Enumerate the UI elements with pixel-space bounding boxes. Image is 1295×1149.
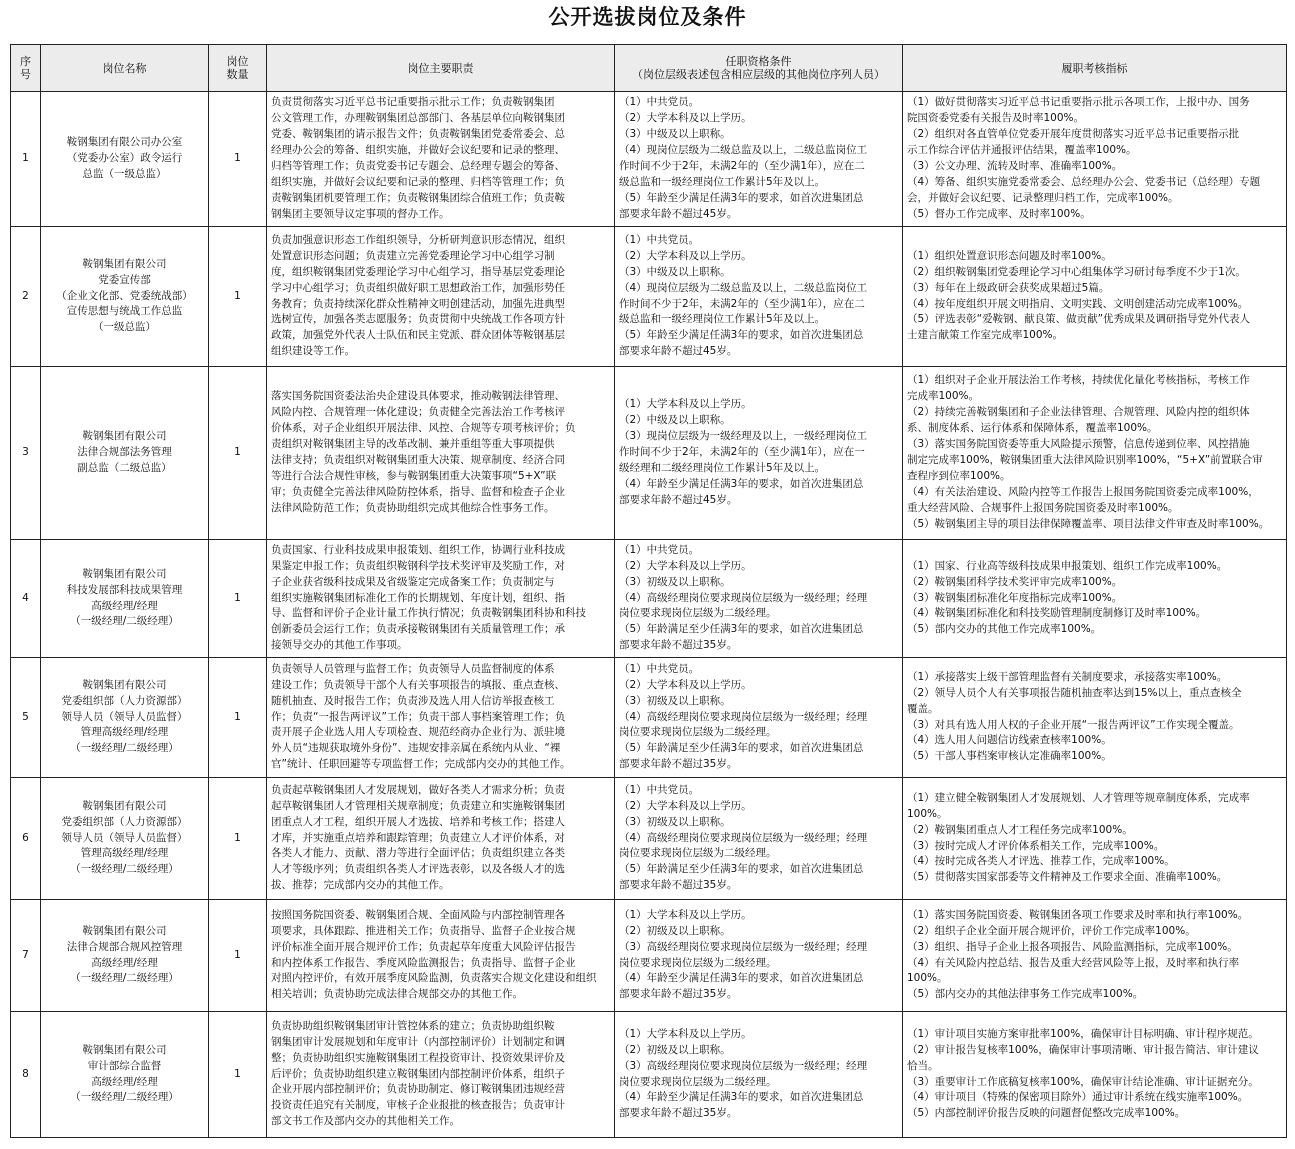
duty-line: 风险内控、合规管理一体化建设；负责健全完善法治工作考核评 — [271, 406, 565, 419]
header-count-line: 岗位 — [226, 55, 249, 68]
position-name-line: 审计部综合监督 — [87, 1059, 162, 1072]
duty-line: 整；负责协助组织实施鞍钢集团工程投资审计、投资效果评价及 — [271, 1051, 565, 1064]
position-name-line: 党委组织部（人力资源部） — [61, 694, 188, 707]
duty-line: 务教育；负责持续深化群众性精神文明创建活动，加强先进典型 — [271, 297, 565, 310]
header-qualifications — [615, 45, 903, 92]
duty-line: 价体系，对子企业组织开展法律、风控、合规等专项考核评价；负 — [271, 422, 576, 435]
kpi-line: （5）鞍钢集团主导的项目法律保障覆盖率、项目法律文件审查及时率100%。 — [907, 517, 1270, 530]
duty-line: 创新委员会运行工作；负责承接鞍钢集团有关质量管理工作；承 — [271, 623, 565, 636]
duty-line: 随机抽查、及时报告工作；负责涉及选人用人信访举报查核工 — [271, 694, 555, 707]
position-name-line: 鞍钢集团有限公司办公室 — [66, 136, 183, 149]
kpi-line: （3）公文办理、流转及时率、准确率100%。 — [907, 160, 1123, 172]
duty-line: 才库，并实施重点培养和跟踪管理；负责建立人才评价体系，对 — [271, 831, 565, 844]
positions-table — [10, 44, 1287, 1138]
position-name-line: 鞍钢集团有限公司 — [82, 924, 167, 937]
position-name-line: 管理高级经理/经理 — [80, 847, 169, 860]
cell-kpi — [903, 900, 1287, 1012]
duty-line: 按照国务院国资委、鞍钢集团合规、全面风险与内部控制管理各 — [271, 908, 565, 921]
cell-kpi — [903, 1012, 1287, 1138]
cell-position-name — [41, 900, 209, 1012]
duty-line: 评价标准全面开展合规评价工作；负责起草年度重大风险评估报告 — [271, 940, 576, 953]
qualification-line: 作时间不少于2年，未满2年的（至少满1年），应在一 — [619, 446, 865, 459]
cell-duties — [267, 227, 615, 367]
duty-line: 责鞍钢集团机要管理工作；负责鞍钢集团综合值班工作；负责鞍 — [271, 191, 565, 204]
position-name-line: 管理高级经理/经理 — [80, 726, 169, 739]
qualification-line: （1）大学本科及以上学历。 — [619, 1027, 752, 1040]
duty-line: 外人员“违规获取境外身份”、违规安排亲属在系统内从业、“裸 — [271, 742, 561, 755]
duty-line: 起草鞍钢集团人才管理相关规章制度；负责建立和实施鞍钢集团 — [271, 799, 565, 812]
duty-line: 企业开展内部控制评价；负责协助制定、修订鞍钢集团违规经营 — [271, 1083, 565, 1096]
table-row — [11, 367, 1287, 540]
cell-seq: 4 — [11, 540, 41, 658]
qualification-line: （1）中共党员。 — [619, 233, 700, 246]
cell-count: 1 — [209, 92, 267, 227]
qualification-line: （4）现岗位层级为二级总监及以上，二级总监岗位工 — [619, 281, 868, 294]
duty-line: 组织实施鞍钢集团标准化工作的长期规划、年度计划，组织、指 — [271, 591, 565, 604]
cell-kpi — [903, 92, 1287, 227]
duty-line: 负责起草鞍钢集团人才发展规划，做好各类人才需求分析；负责 — [271, 783, 565, 796]
duty-line: 果鉴定申报工作；负责组织鞍钢科学技术奖评审及奖励工作，对 — [271, 559, 565, 572]
kpi-line: （5）内部控制评价报告反映的问题督促整改完成率100%。 — [907, 1107, 1186, 1120]
cell-position-name — [41, 227, 209, 367]
kpi-line: （3）落实国务院国资委等重大风险提示预警，信息传递到位率、风控措施 — [907, 438, 1250, 451]
duty-line: 作；负责“一报告两评议”工作；负责干部人事档案管理工作；负 — [271, 710, 566, 723]
duty-line: 经理办公会的筹备、组织实施，并做好会议纪要和记录的整理、 — [271, 144, 565, 157]
position-name-line: 高级经理/经理 — [91, 956, 158, 969]
position-name-line: 科技发展部科技成果管理 — [66, 583, 183, 596]
duty-line: 责开展子企业选人用人专项检查、规范经商办企业行为、派驻境 — [271, 726, 565, 739]
header-qual-line: 任职资格条件 — [725, 55, 792, 68]
qualification-line: 级总监和一级经理岗位工作累计5年及以上。 — [619, 313, 826, 326]
qualification-line: （2）大学本科及以上学历。 — [619, 559, 752, 572]
qualification-line: （5）年龄满足至少任满3年的要求，如首次进集团总 — [619, 623, 864, 636]
kpi-line: 100%。 — [907, 972, 948, 985]
qualification-line: 岗位要求现岗位层级为二级经理。 — [619, 1075, 777, 1088]
header-seq — [11, 45, 41, 92]
kpi-line: 覆盖。 — [907, 702, 939, 715]
duty-line: 后评价；负责协助组织建立鞍钢集团内部控制评价体系，组织子 — [271, 1067, 565, 1080]
kpi-line: 恰当。 — [907, 1059, 939, 1072]
cell-count: 1 — [209, 367, 267, 540]
qualification-line: （3）现岗位层级为一级经理及以上，一级经理岗位工 — [619, 430, 868, 443]
duty-line: 团重点人才工程，组织开展人才选拔、培养和考核工作；搭建人 — [271, 815, 565, 828]
qualification-line: （2）大学本科及以上学历。 — [619, 249, 752, 262]
qualification-line: （4）现岗位层级为二级总监及以上，二级总监岗位工 — [619, 144, 868, 157]
position-name-line: 法律合规部合规风控管理 — [66, 940, 183, 953]
cell-position-name — [41, 778, 209, 900]
qualification-line: （3）初级及以上职称。 — [619, 815, 731, 828]
qualification-line: （2）初级及以上职称。 — [619, 1043, 731, 1056]
cell-qualifications — [615, 658, 903, 778]
duty-line: 和内控体系工作报告、季度风险监测报告；负责指导、监督子企业 — [271, 956, 576, 969]
cell-count: 1 — [209, 900, 267, 1012]
position-name-line: 副总监（二级总监） — [77, 461, 172, 474]
kpi-line: （4）选人用人问题信访线索查核率100%。 — [907, 734, 1112, 747]
qualification-line: （3）中级及以上职称。 — [619, 265, 731, 278]
qualification-line: 作时间不少于2年，未满2年的（至少满1年），应在二 — [619, 297, 865, 310]
duty-line: 子企业获省级科技成果及省级鉴定完成备案工作；负责制定与 — [271, 575, 555, 588]
cell-seq: 1 — [11, 92, 41, 227]
qualification-line: 部要求年龄不超过45岁。 — [619, 345, 738, 358]
duty-line: 等进行合法合规性审核，参与鞍钢集团重大决策事项“5+X”联 — [271, 469, 557, 482]
cell-count: 1 — [209, 658, 267, 778]
qualification-line: （5）年龄至少满足任满3年的要求，如首次进集团总 — [619, 329, 864, 342]
duty-line: 责组织对鞍钢集团主导的改革改制、兼并重组等重大事项提供 — [271, 438, 555, 451]
table-body — [11, 92, 1287, 1138]
duty-line: 负责国家、行业科技成果申报策划、组织工作，协调行业科技成 — [271, 543, 565, 556]
duty-line: 选树宣传，加强各类志愿服务；负责贯彻中央统战工作各项方针 — [271, 313, 565, 326]
duty-line: 党委、鞍钢集团的请示报告文件；负责鞍钢集团党委常委会、总 — [271, 128, 565, 141]
header-seq-line: 号 — [20, 68, 31, 81]
position-name-line: （一级经理/二级经理） — [70, 1091, 179, 1104]
qualification-line: （3）高级经理岗位要求现岗位层级为一级经理；经理 — [619, 940, 868, 953]
qualification-line: 岗位要求现岗位层级为二级经理。 — [619, 847, 777, 860]
cell-qualifications — [615, 900, 903, 1012]
kpi-line: （1）组织处置意识形态问题及时率100%。 — [907, 249, 1112, 262]
kpi-line: （4）鞍钢集团标准化和科技奖励管理制度制修订及时率100%。 — [907, 607, 1207, 620]
kpi-line: 完成率100%。 — [907, 390, 980, 403]
cell-kpi — [903, 658, 1287, 778]
qualification-line: 部要求年龄不超过45岁。 — [619, 207, 738, 220]
duty-line: 官”统计、任职回避等专项监督工作；完成部内交办的其他工作。 — [271, 758, 571, 771]
kpi-line: 院国资委党委有关报告及时率100%。 — [907, 112, 1085, 125]
qualification-line: （2）大学本科及以上学历。 — [619, 799, 752, 812]
cell-qualifications — [615, 778, 903, 900]
kpi-line: （5）干部人事档案审核认定准确率100%。 — [907, 750, 1112, 763]
kpi-line: 士建言献策工作室完成率100%。 — [907, 329, 1064, 342]
position-name-line: 鞍钢集团有限公司 — [82, 567, 167, 580]
duty-line: 人才等级序列；负责组织各类人才评选表彰，以及各级人才的选 — [271, 863, 565, 876]
duty-line: 相关培训；负责协助完成法律合规部交办的其他工作。 — [271, 988, 523, 1001]
kpi-line: （2）组织鞍钢集团党委理论学习中心组集体学习研讨每季度不少于1次。 — [907, 265, 1246, 278]
kpi-line: （4）有关风险内控总结、报告及重大经营风险等上报，及时率和执行率 — [907, 956, 1240, 969]
kpi-line: （4）有关法治建设、风险内控等工作报告上报国务院国资委完成率100%， — [907, 485, 1259, 498]
duty-line: 学习中心组学习；负责组织做好职工思想政治工作，加强形势任 — [271, 281, 565, 294]
kpi-line: （2）持续完善鞍钢集团和子企业法律管理、合规管理、风险内控的组织体 — [907, 406, 1250, 419]
kpi-line: （1）国家、行业高等级科技成果申报策划、组织工作完成率100%。 — [907, 559, 1228, 572]
qualification-line: 部要求年龄不超过35岁。 — [619, 639, 738, 652]
kpi-line: 会，并做好会议纪要、记录整理归档工作，完成率100%。 — [907, 191, 1179, 204]
qualification-line: （5）年龄至少满足任满3年的要求，如首次进集团总 — [619, 191, 864, 204]
position-name-line: 党委组织部（人力资源部） — [61, 815, 188, 828]
table-row — [11, 540, 1287, 658]
kpi-line: （2）领导人员个人有关事项报告随机抽查率达到15%以上，重点查核全 — [907, 686, 1242, 699]
duty-line: 处置意识形态问题；负责建立完善党委理论学习中心组学习制 — [271, 249, 555, 262]
qualification-line: 部要求年龄不超过45岁。 — [619, 493, 738, 506]
cell-kpi — [903, 540, 1287, 658]
cell-qualifications — [615, 540, 903, 658]
kpi-line: （5）贯彻落实国家部委等文件精神及工作要求全面、准确率100%。 — [907, 871, 1228, 884]
kpi-line: （2）审计报告复核率100%，确保审计事项清晰、审计报告简洁、审计建议 — [907, 1043, 1259, 1056]
position-name-line: 高级经理/经理 — [91, 1075, 158, 1088]
position-name-line: 鞍钢集团有限公司 — [82, 799, 167, 812]
cell-seq: 6 — [11, 778, 41, 900]
duty-line: 政策，加强党外代表人士队伍和民主党派、群众团体等鞍钢基层 — [271, 329, 565, 342]
cell-qualifications — [615, 1012, 903, 1138]
cell-seq: 2 — [11, 227, 41, 367]
kpi-line: （5）督办工作完成率、及时率100%。 — [907, 207, 1091, 220]
qualification-line: （5）年龄满足至少任满3年的要求，如首次进集团总 — [619, 742, 864, 755]
position-name-line: 法律合规部法务管理 — [77, 446, 172, 459]
qualification-line: （3）初级及以上职称。 — [619, 694, 731, 707]
qualification-line: 作时间不少于2年，未满2年的（至少满1年），应在二 — [619, 160, 865, 172]
cell-qualifications — [615, 367, 903, 540]
table-row — [11, 1012, 1287, 1138]
position-name-line: （企业文化部、党委统战部） — [56, 289, 193, 302]
cell-count: 1 — [209, 1012, 267, 1138]
cell-position-name — [41, 540, 209, 658]
cell-duties — [267, 778, 615, 900]
kpi-line: （1）建立健全鞍钢集团人才发展规划、人才管理等规章制度体系，完成率 — [907, 791, 1250, 804]
qualification-line: （4）年龄至少满足任满3年的要求，如首次进集团总 — [619, 477, 864, 490]
qualification-line: 岗位要求现岗位层级为二级经理。 — [619, 956, 777, 969]
qualification-line: 部要求年龄不超过35岁。 — [619, 879, 738, 892]
duty-line: 法律风险防范工作；负责协助组织完成其他综合性事务工作。 — [271, 501, 555, 514]
kpi-line: （3）组织、指导子企业上报各项报告、风险监测指标，完成率100%。 — [907, 940, 1238, 953]
qualification-line: （1）大学本科及以上学历。 — [619, 908, 752, 921]
kpi-line: （5）评选表彰“爱鞍钢、献良策、做贡献”优秀成果及调研指导党外代表人 — [907, 313, 1251, 326]
header-seq-line: 序 — [20, 55, 31, 68]
cell-qualifications — [615, 92, 903, 227]
duty-line: 组织实施，并做好会议纪要和记录的整理、归档等管理工作；负 — [271, 175, 565, 188]
cell-duties — [267, 540, 615, 658]
position-name-line: 党委宣传部 — [98, 273, 151, 286]
cell-kpi — [903, 367, 1287, 540]
position-name-line: （一级经理/二级经理） — [70, 742, 179, 755]
cell-position-name — [41, 92, 209, 227]
duty-line: 钢集团审计发展规划和年度审计（内部控制评价）计划制定和调 — [271, 1035, 565, 1048]
duty-line: 法律支持；负责组织对鞍钢集团重大决策、规章制度、经济合同 — [271, 454, 565, 466]
qualification-line: （1）中共党员。 — [619, 543, 700, 556]
table-row — [11, 92, 1287, 227]
qualification-line: （2）大学本科及以上学历。 — [619, 678, 752, 691]
qualification-line: 岗位要求现岗位层级为二级经理。 — [619, 726, 777, 739]
cell-count: 1 — [209, 540, 267, 658]
duty-line: 各类人才能力、贡献、潜力等进行全面评估；负责组织建立各类 — [271, 847, 565, 860]
kpi-line: 示工作综合评估并通报评估结果，覆盖率100%。 — [907, 144, 1137, 157]
cell-seq: 5 — [11, 658, 41, 778]
qualification-line: （3）中级及以上职称。 — [619, 128, 731, 141]
kpi-line: （3）重要审计工作底稿复核率100%，确保审计结论准确、审计证据充分。 — [907, 1075, 1259, 1088]
cell-position-name — [41, 1012, 209, 1138]
kpi-line: （2）鞍钢集团重点人才工程任务完成率100%。 — [907, 823, 1133, 836]
duty-line: 度，组织鞍钢集团党委理论学习中心组学习，指导基层党委理论 — [271, 265, 565, 278]
kpi-line: 查程序到位率100%。 — [907, 469, 1011, 482]
header-duties: 岗位主要职责 — [267, 45, 615, 92]
kpi-line: （1）承接落实上级干部管理监督有关制度要求，承接落实率100%。 — [907, 670, 1228, 683]
kpi-line: 制定完成率100%，鞍钢集团重大法律风险识别率100%，“5+X”前置联合审 — [907, 454, 1263, 466]
page-title: 公开选拔岗位及条件 — [548, 4, 747, 29]
kpi-line: （2）鞍钢集团科学技术奖评审完成率100%。 — [907, 575, 1123, 588]
duty-line: 钢集团主要领导议定事项的督办工作。 — [271, 207, 450, 220]
kpi-line: （5）部内交办的其他工作完成率100%。 — [907, 623, 1102, 636]
position-name-line: 鞍钢集团有限公司 — [82, 1043, 167, 1056]
kpi-line: 100%。 — [907, 807, 948, 820]
kpi-line: （1）组织对子企业开展法治工作考核，持续优化量化考核指标，考核工作 — [907, 374, 1250, 387]
position-name-line: （党委办公室）政令运行 — [66, 152, 183, 165]
cell-position-name — [41, 658, 209, 778]
kpi-line: （2）组织子企业全面开展合规评价，评价工作完成率100%。 — [907, 924, 1196, 937]
duty-line: 拔、推荐；完成部内交办的其他工作。 — [271, 879, 450, 892]
cell-duties — [267, 92, 615, 227]
position-name-line: 鞍钢集团有限公司 — [82, 430, 167, 443]
qualification-line: （4）年龄至少满足任满3年的要求，如首次进集团总 — [619, 972, 864, 985]
cell-kpi — [903, 227, 1287, 367]
header-row — [11, 45, 1287, 92]
cell-seq: 7 — [11, 900, 41, 1012]
kpi-line: （3）每年在上级政研会获奖成果超过5篇。 — [907, 281, 1110, 294]
kpi-line: （2）组织对各直管单位党委开展年度贯彻落实习近平总书记重要指示批 — [907, 128, 1240, 141]
cell-duties — [267, 1012, 615, 1138]
qualification-line: （5）年龄满足至少任满3年的要求，如首次进集团总 — [619, 863, 864, 876]
position-name-line: （一级经理/二级经理） — [70, 615, 179, 628]
kpi-line: （4）按时完成各类人才评选、推荐工作，完成率100%。 — [907, 855, 1175, 868]
cell-duties — [267, 658, 615, 778]
kpi-line: 系、制度体系、运行体系和保障体系，覆盖率100%。 — [907, 422, 1158, 435]
qualification-line: （4）年龄至少满足任满3年的要求，如首次进集团总 — [619, 1091, 864, 1104]
qualification-line: 部要求年龄不超过35岁。 — [619, 988, 738, 1001]
qualification-line: （2）初级及以上职称。 — [619, 924, 731, 937]
duty-line: 部文书工作及部内交办的其他相关工作。 — [271, 1115, 460, 1128]
table-row — [11, 658, 1287, 778]
kpi-line: （3）鞍钢集团标准化年度指标完成率100%。 — [907, 591, 1123, 604]
cell-seq: 8 — [11, 1012, 41, 1138]
header-qual-line: （岗位层级表述包含相应层级的其他岗位序列人员） — [632, 68, 885, 81]
qualification-line: 级总监和一级经理岗位工作累计5年及以上。 — [619, 175, 826, 188]
duty-line: 负责加强意识形态工作组织领导，分析研判意识形态情况，组织 — [271, 233, 565, 246]
qualification-line: （2）大学本科及以上学历。 — [619, 112, 752, 125]
position-name-line: 宣传思想与统战工作总监 — [66, 305, 183, 318]
duty-line: 建设工作；负责领导干部个人有关事项报告的填报、重点查核、 — [271, 678, 565, 691]
table-row — [11, 227, 1287, 367]
kpi-line: （4）审计项目（特殊的保密项目除外）通过审计系统在线实施率100%。 — [907, 1091, 1249, 1104]
cell-qualifications — [615, 227, 903, 367]
qualification-line: （3）高级经理岗位要求现岗位层级为一级经理；经理 — [619, 1059, 868, 1072]
cell-position-name — [41, 367, 209, 540]
kpi-line: （1）做好贯彻落实习近平总书记重要指示批示各项工作，上报中办、国务 — [907, 96, 1250, 109]
duty-line: 落实国务院国资委法治央企建设具体要求，推动鞍钢法律管理、 — [271, 390, 565, 403]
kpi-line: （4）筹备、组织实施党委常委会、总经理办公会、党委书记（总经理）专题 — [907, 175, 1261, 188]
kpi-line: （3）按时完成人才评价体系相关工作，完成率100%。 — [907, 839, 1165, 852]
table-row — [11, 778, 1287, 900]
qualification-line: （1）中共党员。 — [619, 783, 700, 796]
qualification-line: 部要求年龄不超过35岁。 — [619, 758, 738, 771]
duty-line: 项要求，具体跟踪、推进相关工作；负责指导、监督子企业按合规 — [271, 924, 576, 937]
qualification-line: （1）大学本科及以上学历。 — [619, 398, 752, 411]
qualification-line: （1）中共党员。 — [619, 662, 700, 675]
header-count-line: 数量 — [226, 68, 249, 81]
duty-line: 公文管理工作，办理鞍钢集团总部部门、各基层单位向鞍钢集团 — [271, 112, 565, 125]
position-name-line: 总监（一级总监） — [82, 167, 167, 180]
cell-duties — [267, 367, 615, 540]
position-name-line: 领导人员（领导人员监督） — [61, 831, 188, 844]
qualification-line: （1）中共党员。 — [619, 96, 700, 109]
qualification-line: （4）高级经理岗位要求现岗位层级为一级经理；经理 — [619, 591, 868, 604]
cell-duties — [267, 900, 615, 1012]
duty-line: 负责协助组织鞍钢集团审计管控体系的建立；负责协助组织鞍 — [271, 1019, 555, 1032]
cell-seq: 3 — [11, 367, 41, 540]
position-name-line: 鞍钢集团有限公司 — [82, 678, 167, 691]
duty-line: 投资责任追究有关制度，审核子企业报批的核查报告；负责审计 — [271, 1099, 565, 1112]
kpi-line: （4）按年度组织开展文明指肩、文明实践、文明创建活动完成率100%。 — [907, 297, 1249, 310]
position-name-line: 领导人员（领导人员监督） — [61, 710, 188, 723]
position-name-line: （一级总监） — [93, 321, 156, 334]
qualification-line: 级经理和二级经理岗位工作累计5年及以上。 — [619, 461, 826, 474]
position-name-line: 高级经理/经理 — [91, 599, 158, 612]
duty-line: 导、监督和评价子企业计量工作执行情况；负责鞍钢集团科协和科技 — [271, 607, 586, 620]
duty-line: 负责领导人员管理与监督工作；负责领导人员监督制度的体系 — [271, 662, 555, 675]
header-name: 岗位名称 — [41, 45, 209, 92]
position-name-line: （一级经理/二级经理） — [70, 863, 179, 876]
cell-count: 1 — [209, 227, 267, 367]
cell-count: 1 — [209, 778, 267, 900]
duty-line: 审；负责健全完善法律风险防控体系，指导、监督和检查子企业 — [271, 485, 565, 498]
duty-line: 组织建设等工作。 — [271, 345, 355, 358]
header-kpi: 履职考核指标 — [903, 45, 1287, 92]
kpi-line: （5）部内交办的其他法律事务工作完成率100%。 — [907, 988, 1144, 1001]
header-count — [209, 45, 267, 92]
position-name-line: （一级经理/二级经理） — [70, 972, 179, 985]
duty-line: 接领导交办的其他工作事项。 — [271, 639, 408, 652]
qualification-line: （2）中级及以上职称。 — [619, 414, 731, 427]
kpi-line: （1）审计项目实施方案审批率100%，确保审计目标明确、审计程序规范。 — [907, 1027, 1259, 1040]
kpi-line: （3）对具有选人用人权的子企业开展“一报告两评议”工作实现全覆盖。 — [907, 718, 1240, 731]
duty-line: 归档等管理工作；负责党委书记专题会、总经理专题会的筹备、 — [271, 160, 565, 172]
qualification-line: （3）初级及以上职称。 — [619, 575, 731, 588]
cell-kpi — [903, 778, 1287, 900]
duty-line: 负责贯彻落实习近平总书记重要指示批示工作；负责鞍钢集团 — [271, 96, 555, 109]
position-name-line: 鞍钢集团有限公司 — [82, 257, 167, 270]
duty-line: 对照内控评价，有效开展季度风险监测，负责落实合规文化建设和组织 — [271, 972, 597, 985]
table-row — [11, 900, 1287, 1012]
qualification-line: （4）高级经理岗位要求现岗位层级为一级经理；经理 — [619, 710, 868, 723]
kpi-line: 重大经营风险、合规事件上报国务院国资委及时率100%。 — [907, 501, 1179, 514]
qualification-line: 岗位要求现岗位层级为二级经理。 — [619, 607, 777, 620]
qualification-line: （4）高级经理岗位要求现岗位层级为一级经理；经理 — [619, 831, 868, 844]
qualification-line: 部要求年龄不超过35岁。 — [619, 1107, 738, 1120]
kpi-line: （1）落实国务院国资委、鞍钢集团各项工作要求及时率和执行率100%。 — [907, 908, 1249, 921]
